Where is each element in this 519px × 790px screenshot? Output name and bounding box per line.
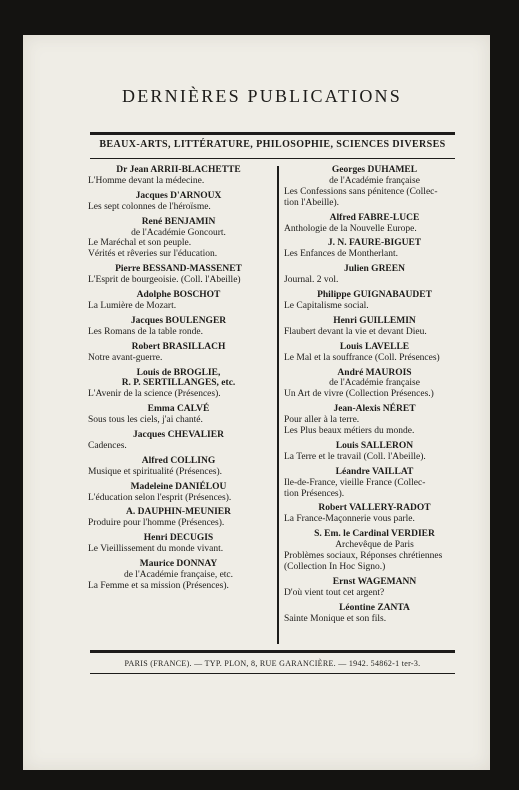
author-name: Jean-Alexis NÉRET [333, 404, 416, 415]
author-name: Henri DECUGIS [143, 533, 214, 544]
entry-line: Les Romans de la table ronde. [88, 326, 204, 337]
imprint-rule [90, 673, 455, 674]
entry-line: Sous tous les ciels, j'ai chanté. [88, 415, 203, 426]
author-name: Jacques D'ARNOUX [135, 190, 222, 201]
entry-line: Un Art de vivre (Collection Présences.) [284, 389, 434, 400]
author-name: Alfred COLLING [141, 455, 216, 466]
entry-line: Anthologie de la Nouvelle Europe. [284, 223, 417, 234]
publication-entry [284, 603, 465, 625]
entry-line: Vérités et rêveries sur l'éducation. [88, 249, 218, 260]
entry-line: R. P. SERTILLANGES, etc. [121, 378, 236, 389]
publication-entry [284, 165, 465, 209]
entry-line: Le Maréchal et son peuple. [88, 238, 192, 249]
publication-entry [284, 441, 465, 463]
publication-entry [88, 559, 269, 592]
entry-line: Flaubert devant la vie et devant Dieu. [284, 326, 427, 337]
author-name: Jacques CHEVALIER [133, 430, 224, 441]
author-name: Philippe GUIGNABAUDET [317, 290, 432, 301]
publication-entry [284, 342, 465, 364]
author-name: Maurice DONNAY [139, 559, 218, 570]
publication-entry [88, 191, 269, 213]
publication-entry [88, 217, 269, 261]
subtitle: BEAUX-ARTS, LITTÉRATURE, PHILOSOPHIE, SCIENCES DIVERSES [99, 139, 446, 150]
author-name: Léandre VAILLAT [335, 466, 414, 477]
author-name: Robert BRASILLACH [131, 341, 226, 352]
publication-entry [88, 430, 269, 452]
author-name: A. DAUPHIN-MEUNIER [125, 507, 232, 518]
author-name: Henri GUILLEMIN [333, 315, 416, 326]
entry-line: Notre avant-guerre. [88, 352, 163, 363]
publication-entry [88, 165, 269, 187]
entry-line: Musique et spiritualité (Présences). [88, 466, 223, 477]
publication-entry [284, 368, 465, 401]
author-name: Robert VALLERY-RADOT [318, 503, 431, 514]
entry-line: Produire pour l'homme (Présences). [88, 518, 225, 529]
publication-entry [284, 238, 465, 260]
entry-line: La Terre et le travail (Coll. l'Abeille). [284, 451, 426, 462]
entry-line: de l'Académie française [329, 378, 420, 389]
publication-entry [88, 456, 269, 478]
entry-line: Ile-de-France, vieille France (Collec- [284, 477, 426, 488]
publication-entry [284, 213, 465, 235]
entry-line: Cadences. [88, 440, 127, 451]
author-name: Georges DUHAMEL [331, 165, 418, 175]
entry-line: Pour aller à la terre. [284, 415, 360, 426]
entry-line: L'éducation selon l'esprit (Présences). [88, 492, 232, 503]
publication-entry [88, 290, 269, 312]
author-name: J. N. FAURE-BIGUET [327, 238, 422, 249]
entry-line: La France-Maçonnerie vous parle. [284, 514, 415, 525]
author-name: Adolphe BOSCHOT [136, 290, 221, 301]
author-name: Dr Jean ARRII-BLACHETTE [116, 165, 241, 175]
author-name: André MAUROIS [337, 367, 412, 378]
entry-line: D'où vient tout cet argent? [284, 587, 385, 598]
publication-entry [284, 503, 465, 525]
left-column [88, 165, 269, 596]
author-name: S. Em. le Cardinal VERDIER [314, 529, 435, 540]
publication-entry [284, 264, 465, 286]
entry-line: de l'Académie Goncourt. [131, 227, 226, 238]
publication-entry [88, 316, 269, 338]
bottom-rule [90, 650, 455, 653]
entry-line: Les Confessions sans pénitence (Collec- [284, 186, 438, 197]
author-name: René BENJAMIN [141, 216, 216, 227]
publication-entry [284, 316, 465, 338]
entry-line: L'Esprit de bourgeoisie. (Coll. l'Abeille) [88, 275, 241, 286]
publication-entry [88, 342, 269, 364]
entry-line: tion l'Abeille). [284, 197, 340, 208]
entry-line: Le Capitalisme social. [284, 300, 369, 311]
author-name: Ernst WAGEMANN [332, 576, 417, 587]
entry-line: Les Plus beaux métiers du monde. [284, 426, 415, 437]
author-name: Jacques BOULENGER [130, 315, 227, 326]
entry-line: Problèmes sociaux, Réponses chrétiennes [284, 551, 443, 562]
page-title: DERNIÈRES PUBLICATIONS [122, 86, 402, 106]
publication-entry [284, 529, 465, 573]
publication-entry [284, 467, 465, 500]
publication-entry [88, 533, 269, 555]
publication-entry [88, 482, 269, 504]
subtitle-rule [90, 158, 455, 159]
entry-line: Le Vieillissement du monde vivant. [88, 544, 224, 555]
author-name: Louis SALLERON [335, 440, 414, 451]
author-name: Emma CALVÉ [147, 404, 210, 415]
author-name: Alfred FABRE-LUCE [329, 212, 420, 223]
publication-entry [284, 404, 465, 437]
entry-line: tion Présences). [284, 488, 345, 499]
publication-entry [284, 290, 465, 312]
publication-entry [88, 368, 269, 401]
entry-line: Journal. 2 vol. [284, 275, 339, 286]
publication-entry [88, 404, 269, 426]
entry-line: Le Mal et la souffrance (Coll. Présences) [284, 352, 440, 363]
printer-imprint: PARIS (FRANCE). — TYP. PLON, 8, RUE GARANCIÈRE. — 1942. 54862-1 ter-3. [124, 659, 421, 668]
author-name: Julien GREEN [344, 264, 405, 275]
column-divider [277, 166, 279, 644]
entry-line: La Femme et sa mission (Présences). [88, 580, 229, 591]
author-name: Léontine ZANTA [339, 602, 410, 613]
entry-line: L'Avenir de la science (Présences). [88, 389, 221, 400]
entry-line: Les sept colonnes de l'héroïsme. [88, 201, 211, 212]
publication-entry [88, 264, 269, 286]
right-column [284, 165, 465, 629]
entry-line: de l'Académie française [329, 175, 420, 186]
author-name: Louis LAVELLE [339, 341, 410, 352]
publication-entry [88, 507, 269, 529]
top-rule [90, 132, 455, 135]
author-name: Louis de BROGLIE, [136, 367, 221, 378]
publication-entry [284, 577, 465, 599]
entry-line: (Collection In Hoc Signo.) [284, 562, 386, 572]
entry-line: de l'Académie française, etc. [123, 570, 234, 580]
entry-line: Archevêque de Paris [335, 540, 414, 551]
entry-line: La Lumière de Mozart. [88, 300, 177, 311]
entry-line: L'Homme devant la médecine. [88, 175, 205, 186]
entry-line: Sainte Monique et son fils. [284, 613, 387, 624]
author-name: Madeleine DANIÉLOU [130, 481, 227, 492]
entry-line: Les Enfances de Montherlant. [284, 249, 398, 260]
author-name: Pierre BESSAND-MASSENET [115, 264, 242, 275]
